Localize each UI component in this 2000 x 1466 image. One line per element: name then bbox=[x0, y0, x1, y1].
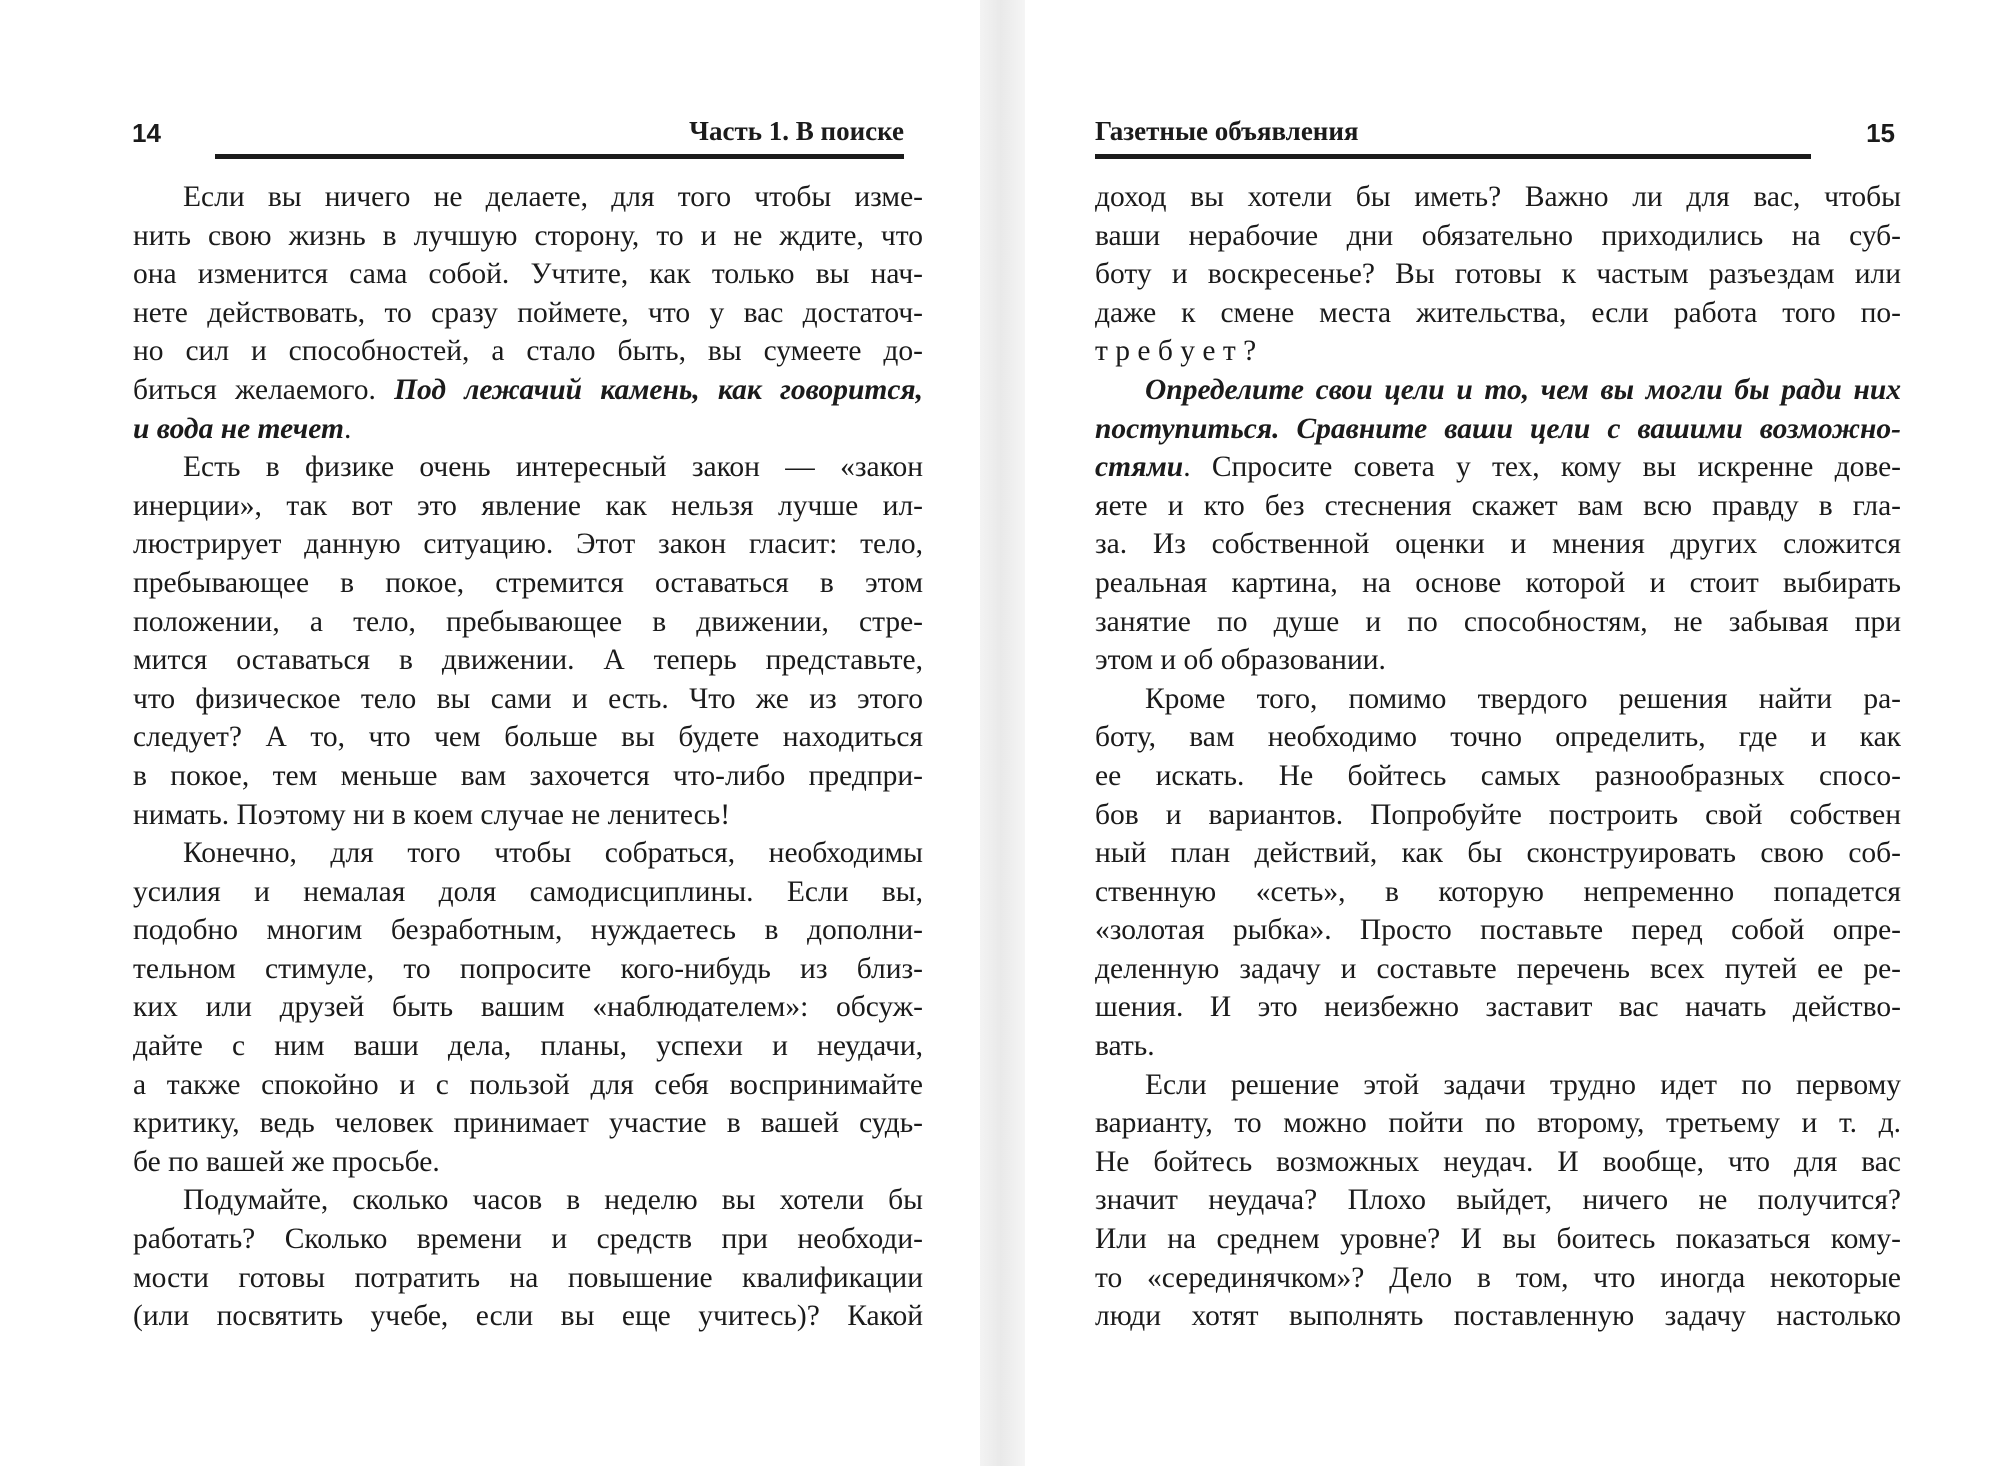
line-text: бе по вашей же просьбе. bbox=[133, 1145, 440, 1178]
text-line bbox=[1095, 1066, 1901, 1105]
text-line bbox=[133, 1066, 923, 1105]
line-text: инерции», так вот это явление как нельзя лучше ил- bbox=[133, 489, 923, 522]
text-line bbox=[1095, 371, 1901, 410]
text-line bbox=[1095, 217, 1901, 256]
line-text: подобно многим безработным, нуждаетесь в дополни- bbox=[133, 914, 923, 947]
text-line bbox=[133, 564, 923, 603]
line-text: следует? А то, что чем больше вы будете находиться bbox=[133, 721, 923, 754]
text-line bbox=[1095, 718, 1901, 757]
text-line bbox=[1095, 834, 1901, 873]
emphasis-text: и вода не течет bbox=[133, 412, 344, 445]
text-line bbox=[133, 178, 923, 217]
text-line bbox=[1095, 1181, 1901, 1220]
text-line bbox=[1095, 564, 1901, 603]
text-line bbox=[133, 255, 923, 294]
line-text: даже к смене места жительства, если работа того по- bbox=[1095, 296, 1901, 329]
line-text: мости готовы потратить на повышение квалификации bbox=[133, 1261, 923, 1294]
text-line bbox=[1095, 1143, 1901, 1182]
left-body-text bbox=[133, 178, 923, 1336]
line-text: Подумайте, сколько часов в неделю вы хотели бы bbox=[183, 1184, 923, 1217]
line-text: биться желаемого. bbox=[133, 373, 395, 406]
emphasis-text: стями bbox=[1095, 451, 1184, 484]
line-text: дайте с ним ваши дела, планы, успехи и неудачи, bbox=[133, 1030, 923, 1063]
line-text: Если вы ничего не делаете, для того чтобы изме- bbox=[183, 181, 923, 213]
line-text: нете действовать, то сразу поймете, что у вас достаточ- bbox=[133, 296, 923, 329]
text-line bbox=[133, 988, 923, 1027]
text-line bbox=[1095, 796, 1901, 835]
text-line bbox=[133, 757, 923, 796]
text-line bbox=[133, 603, 923, 642]
line-text: но сил и способностей, а стало быть, вы сумеете до- bbox=[133, 335, 923, 368]
right-page-header bbox=[1095, 116, 1895, 156]
text-line bbox=[133, 834, 923, 873]
line-text: ких или друзей быть вашим «наблюдателем»: обсуж- bbox=[133, 991, 923, 1024]
text-line bbox=[1095, 1027, 1901, 1066]
text-line bbox=[1095, 641, 1901, 680]
text-line bbox=[1095, 332, 1901, 371]
text-line bbox=[133, 294, 923, 333]
line-text: нимать. Поэтому ни в коем случае не ленитесь! bbox=[133, 798, 731, 831]
text-line bbox=[1095, 911, 1901, 950]
text-line bbox=[133, 680, 923, 719]
text-line bbox=[1095, 950, 1901, 989]
line-text: Если решение этой задачи трудно идет по первому bbox=[1145, 1068, 1901, 1101]
line-text: Кроме того, помимо твердого решения найти ра- bbox=[1145, 682, 1901, 715]
line-text: (или посвятить учебе, если вы еще учитесь)? Какой bbox=[133, 1300, 923, 1333]
line-text: вать. bbox=[1095, 1030, 1155, 1063]
emphasis-text: Определите свои цели и то, чем вы могли бы ради них bbox=[1145, 373, 1901, 406]
text-line bbox=[133, 718, 923, 757]
text-line bbox=[133, 1027, 923, 1066]
line-text: значит неудача? Плохо выйдет, ничего не получится? bbox=[1095, 1184, 1901, 1217]
text-line bbox=[1095, 757, 1901, 796]
emphasis-text: Под лежачий камень, как говорится, bbox=[394, 373, 923, 406]
left-page-number: 14 bbox=[132, 118, 161, 148]
right-page bbox=[1025, 0, 2000, 1466]
text-line bbox=[1095, 255, 1901, 294]
line-text: люди хотят выполнять поставленную задачу настолько bbox=[1095, 1300, 1901, 1333]
line-text: работать? Сколько времени и средств при необходи- bbox=[133, 1223, 923, 1256]
book-spine bbox=[980, 0, 1025, 1466]
text-line bbox=[1095, 525, 1901, 564]
line-text: ее искать. Не бойтесь самых разнообразных спосо- bbox=[1095, 759, 1901, 792]
text-line bbox=[1095, 680, 1901, 719]
text-line bbox=[1095, 1220, 1901, 1259]
text-line bbox=[1095, 1104, 1901, 1143]
text-line bbox=[1095, 178, 1901, 217]
text-line bbox=[133, 332, 923, 371]
line-text: что физическое тело вы сами и есть. Что же из этого bbox=[133, 682, 923, 715]
text-line bbox=[133, 1181, 923, 1220]
text-line bbox=[1095, 448, 1901, 487]
line-text: то «серединячком»? Дело в том, что иногда некоторые bbox=[1095, 1261, 1901, 1294]
right-body-text bbox=[1095, 178, 1901, 1336]
text-line bbox=[1095, 603, 1901, 642]
right-header-rule bbox=[1095, 154, 1811, 159]
line-text: Не бойтесь возможных неудач. И вообще, что для вас bbox=[1095, 1145, 1901, 1178]
right-page-number: 15 bbox=[1866, 118, 1895, 148]
right-running-title: Газетные объявления bbox=[1095, 116, 1359, 146]
line-text: усилия и немалая доля самодисциплины. Если вы, bbox=[133, 875, 923, 908]
left-header-rule bbox=[215, 154, 904, 159]
emphasis-text: поступиться. Сравните ваши цели с вашими возможно- bbox=[1095, 412, 1901, 445]
line-text: боту, вам необходимо точно определить, где и как bbox=[1095, 721, 1901, 754]
line-text: она изменится сама собой. Учтите, как только вы нач- bbox=[133, 258, 923, 291]
text-line bbox=[133, 1104, 923, 1143]
line-text: яете и кто без стеснения скажет вам всю правду в гла- bbox=[1095, 489, 1901, 522]
line-text: критику, ведь человек принимает участие в вашей судь- bbox=[133, 1107, 923, 1140]
text-line bbox=[133, 525, 923, 564]
line-text: боту и воскресенье? Вы готовы к частым разъездам или bbox=[1095, 258, 1901, 291]
line-text: Или на среднем уровне? И вы боитесь показаться кому- bbox=[1095, 1223, 1901, 1256]
line-text: бов и вариантов. Попробуйте построить свой собствен bbox=[1095, 798, 1901, 831]
line-text: пребывающее в покое, стремится оставаться в этом bbox=[133, 566, 923, 599]
left-page-header bbox=[132, 116, 904, 156]
line-text: доход вы хотели бы иметь? Важно ли для вас, чтобы bbox=[1095, 181, 1901, 213]
text-line bbox=[133, 911, 923, 950]
line-text: Конечно, для того чтобы собраться, необходимы bbox=[183, 837, 923, 870]
text-line bbox=[1095, 1259, 1901, 1298]
text-line bbox=[1095, 1297, 1901, 1336]
text-line bbox=[1095, 410, 1901, 449]
line-text: Есть в физике очень интересный закон — «закон bbox=[183, 451, 923, 484]
line-text: занятие по душе и по способностям, не забывая при bbox=[1095, 605, 1901, 638]
line-text: тельном стимуле, то попросите кого-нибудь из близ- bbox=[133, 952, 923, 985]
text-line bbox=[133, 950, 923, 989]
text-line bbox=[1095, 294, 1901, 333]
line-text: за. Из собственной оценки и мнения других сложится bbox=[1095, 528, 1901, 561]
text-line bbox=[133, 448, 923, 487]
text-line bbox=[133, 1297, 923, 1336]
text-line bbox=[133, 873, 923, 912]
line-text: люстрирует данную ситуацию. Этот закон гласит: тело, bbox=[133, 528, 923, 561]
line-text: ный план действий, как бы сконструировать свою соб- bbox=[1095, 837, 1901, 870]
text-line bbox=[133, 410, 923, 449]
text-line bbox=[133, 1220, 923, 1259]
text-line bbox=[1095, 487, 1901, 526]
line-text: положении, а тело, пребывающее в движении, стре- bbox=[133, 605, 923, 638]
line-text: шения. И это неизбежно заставит вас начать действо- bbox=[1095, 991, 1901, 1024]
left-page bbox=[0, 0, 980, 1466]
line-text: . bbox=[343, 412, 352, 445]
line-text: в покое, тем меньше вам захочется что-либо предпри- bbox=[133, 759, 923, 792]
line-text: этом и об образовании. bbox=[1095, 644, 1386, 677]
text-line bbox=[133, 1259, 923, 1298]
line-text: деленную задачу и составьте перечень всех путей ее ре- bbox=[1095, 952, 1901, 985]
line-text: нить свою жизнь в лучшую сторону, то и не ждите, что bbox=[133, 219, 923, 252]
text-line bbox=[1095, 873, 1901, 912]
text-line bbox=[133, 487, 923, 526]
line-text: ваши нерабочие дни обязательно приходились на суб- bbox=[1095, 219, 1901, 252]
line-text: ственную «сеть», в которую непременно попадется bbox=[1095, 875, 1901, 908]
line-text: реальная картина, на основе которой и стоит выбирать bbox=[1095, 566, 1901, 599]
left-running-title: Часть 1. В поиске bbox=[689, 116, 904, 146]
line-text: . Спросите совета у тех, кому вы искренне дове- bbox=[1183, 451, 1901, 484]
line-text: мится оставаться в движении. А теперь представьте, bbox=[133, 644, 923, 677]
line-text: «золотая рыбка». Просто поставьте перед собой опре- bbox=[1095, 914, 1901, 947]
text-line bbox=[133, 371, 923, 410]
text-line bbox=[133, 796, 923, 835]
text-line bbox=[133, 217, 923, 256]
line-text: а также спокойно и с пользой для себя воспринимайте bbox=[133, 1068, 923, 1101]
line-text: варианту, то можно пойти по второму, третьему и т. д. bbox=[1095, 1107, 1901, 1140]
line-text: т р е б у е т ? bbox=[1095, 335, 1257, 368]
text-line bbox=[1095, 988, 1901, 1027]
text-line bbox=[133, 641, 923, 680]
text-line bbox=[133, 1143, 923, 1182]
